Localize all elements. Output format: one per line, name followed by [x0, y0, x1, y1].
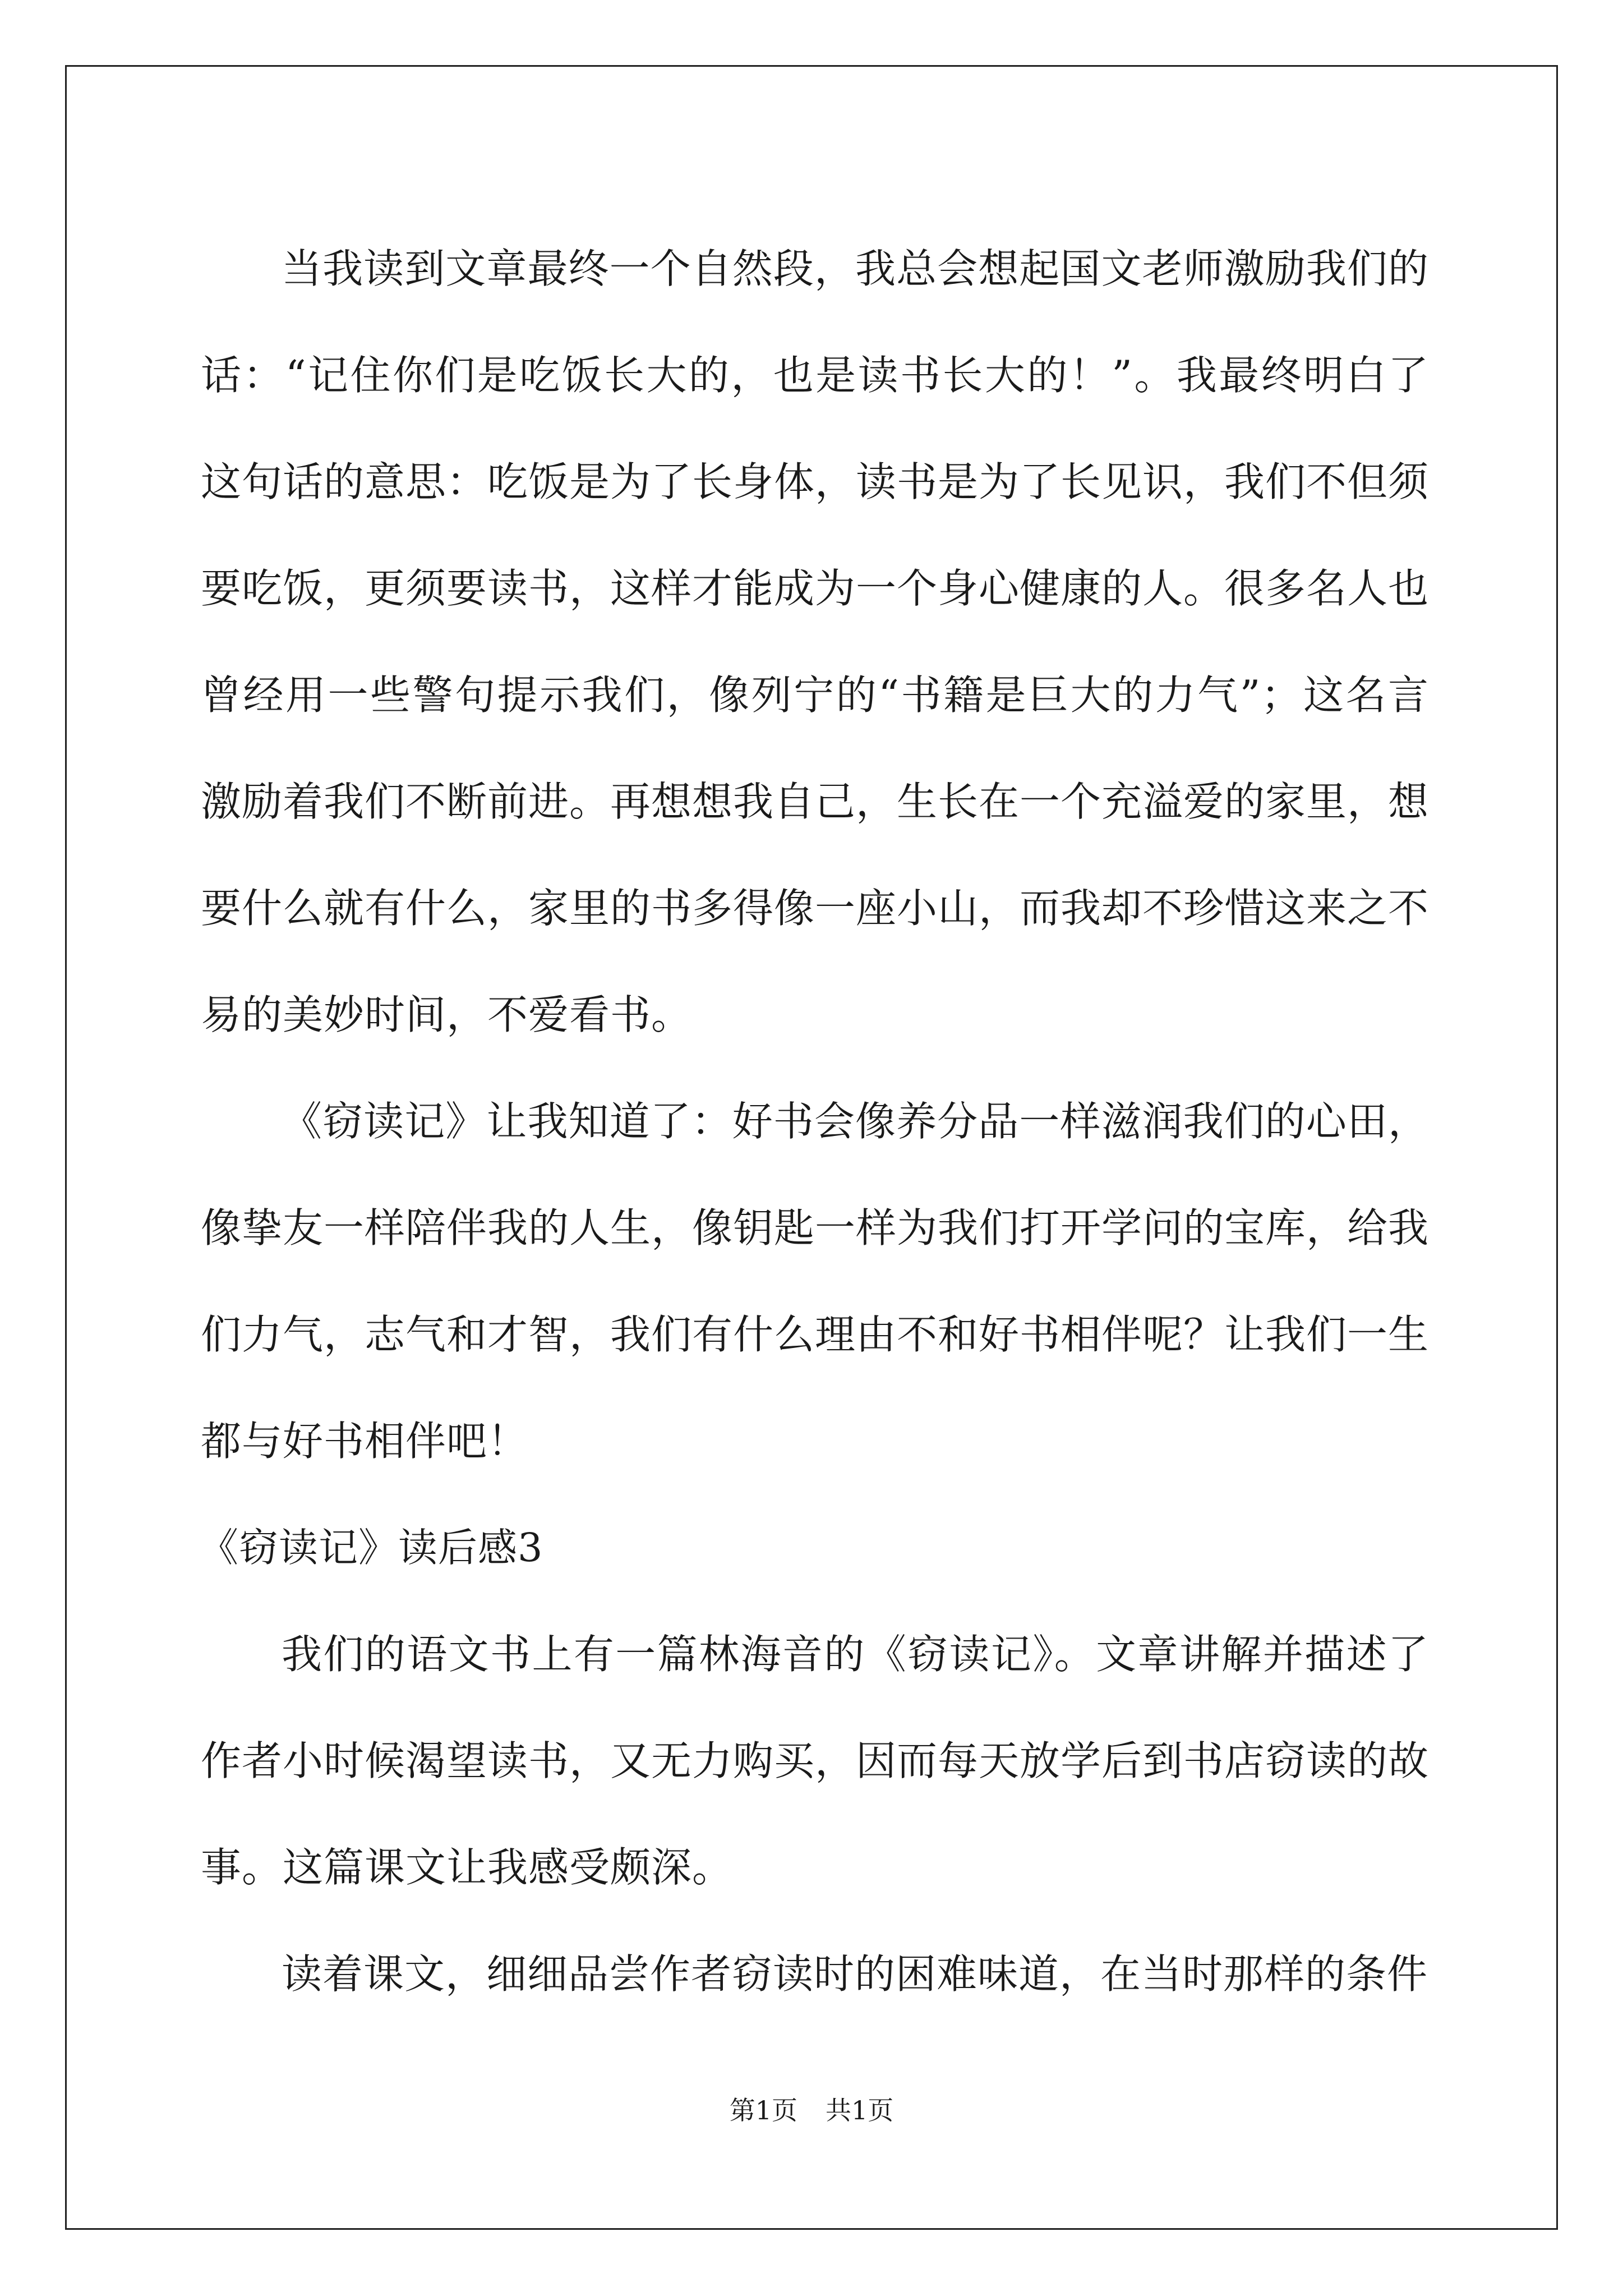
paragraph-1: 当我读到文章最终一个自然段，我总会想起国文老师激励我们的话：“记住你们是吃饭长大的，也是读书长大的！”。我最终明白了这句话的意思：吃饭是为了长身体，读书是为了长见识，我们不但须要吃饭，更须要读书，这样才能成为一个身心健康的人。很多名人也曾经用一些警句提示我们，像列宁的“书籍是巨大的力气”；这名言激励着我们不断前进。再想想我自己，生长在一个充溢爱的家里，想要什么就有什么，家里的书多得像一座小山，而我却不珍惜这来之不易的美妙时间，不爱看书。 — [201, 245, 1430, 1038]
paragraph-4: 读着课文，细细品尝作者窃读时的困难味道，在当时那样的条件 — [282, 1950, 1428, 1998]
section-heading: 《窃读记》读后感3 — [199, 1525, 543, 1571]
total-pages: 共1页 — [826, 2095, 894, 2125]
page-footer — [0, 2093, 1623, 2127]
document-body — [201, 215, 1429, 2027]
page-number: 第1页 — [729, 2095, 797, 2125]
paragraph-2: 《窃读记》让我知道了：好书会像养分品一样滋润我们的心田，像挚友一样陪伴我的人生，像钥匙一样为我们打开学问的宝库，给我们力气，志气和才智，我们有什么理由不和好书相伴呢？让我们一生都与好书相伴吧！ — [201, 1098, 1430, 1465]
paragraph-3: 我们的语文书上有一篇林海音的《窃读记》。文章讲解并描述了作者小时候渴望读书，又无力购买，因而每天放学后到书店窃读的故事。这篇课文让我感受颇深。 — [201, 1631, 1430, 1891]
